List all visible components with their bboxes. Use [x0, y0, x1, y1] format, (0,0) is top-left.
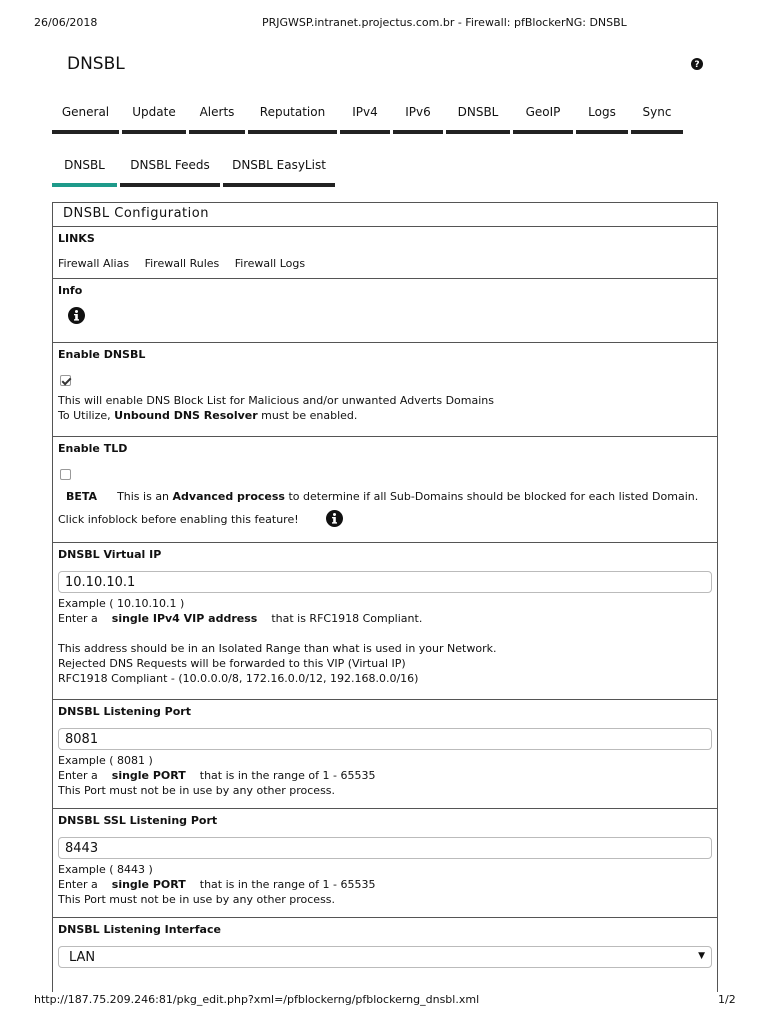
listening-interface-label: DNSBL Listening Interface — [58, 923, 221, 936]
link-firewall-alias[interactable]: Firewall Alias — [58, 257, 130, 270]
print-title: PRJGWSP.intranet.projectus.com.br - Firewall: pfBlockerNG: DNSBL — [262, 16, 627, 29]
link-firewall-logs[interactable]: Firewall Logs — [234, 257, 306, 270]
tab-ipv4[interactable]: IPv4 — [340, 97, 390, 134]
chevron-down-icon: ▼ — [698, 951, 705, 961]
listening-interface-value: LAN — [69, 950, 96, 965]
print-page-number: 1/2 — [718, 993, 736, 1006]
beta-badge: BETA — [66, 490, 98, 503]
ssl-port-note: This Port must not be in use by any other process. — [58, 893, 336, 906]
listening-port-label: DNSBL Listening Port — [58, 705, 191, 718]
tab-reputation[interactable]: Reputation — [248, 97, 337, 134]
print-url: http://187.75.209.246:81/pkg_edit.php?xml=/pfblockerng/pfblockerng_dnsbl.xml — [34, 993, 480, 1006]
listening-port-enter: Enter a single PORT that is in the range of 1 - 65535 — [58, 769, 376, 782]
ssl-port-enter: Enter a single PORT that is in the range of 1 - 65535 — [58, 878, 376, 891]
tab-sync[interactable]: Sync — [631, 97, 683, 134]
listening-port-input[interactable] — [58, 728, 712, 750]
page-title: DNSBL — [67, 54, 125, 74]
enable-tld-checkbox[interactable] — [60, 469, 71, 480]
enable-dnsbl-desc1: This will enable DNS Block List for Malicious and/or unwanted Adverts Domains — [58, 394, 494, 407]
info-label: Info — [58, 284, 83, 297]
subtab-dnsbl-easylist[interactable]: DNSBL EasyList — [223, 150, 335, 187]
enable-dnsbl-desc2: To Utilize, Unbound DNS Resolver must be enabled. — [58, 409, 358, 422]
ssl-port-label: DNSBL SSL Listening Port — [58, 814, 218, 827]
listening-interface-select[interactable] — [58, 946, 712, 968]
virtual-ip-note1: This address should be in an Isolated Range than what is used in your Network. — [58, 642, 497, 655]
dnsbl-configuration-panel — [52, 202, 718, 992]
link-firewall-rules[interactable]: Firewall Rules — [144, 257, 220, 270]
virtual-ip-example: Example ( 10.10.10.1 ) — [58, 597, 185, 610]
subtab-dnsbl[interactable]: DNSBL — [52, 150, 117, 187]
tab-general[interactable]: General — [52, 97, 119, 134]
main-tabs — [52, 97, 686, 134]
enable-tld-row — [53, 437, 717, 543]
tab-dnsbl[interactable]: DNSBL — [446, 97, 510, 134]
listening-interface-row — [53, 918, 717, 992]
ssl-port-input[interactable] — [58, 837, 712, 859]
ssl-port-row — [53, 809, 717, 918]
enable-tld-label: Enable TLD — [58, 442, 128, 455]
question-circle-icon[interactable] — [691, 58, 703, 70]
enable-tld-desc2: Click infoblock before enabling this feature! — [58, 510, 712, 527]
print-date: 26/06/2018 — [34, 16, 98, 29]
tab-update[interactable]: Update — [122, 97, 186, 134]
tab-alerts[interactable]: Alerts — [189, 97, 245, 134]
tab-ipv6[interactable]: IPv6 — [393, 97, 443, 134]
enable-dnsbl-label: Enable DNSBL — [58, 348, 146, 361]
virtual-ip-label: DNSBL Virtual IP — [58, 548, 162, 561]
virtual-ip-enter: Enter a single IPv4 VIP address that is RFC1918 Compliant. — [58, 612, 423, 625]
info-circle-icon[interactable] — [326, 510, 343, 527]
links-label: LINKS — [58, 232, 95, 245]
svg-text:?: ? — [694, 60, 700, 70]
links-row — [53, 227, 717, 279]
virtual-ip-input[interactable] — [58, 571, 712, 593]
info-circle-icon[interactable] — [68, 307, 85, 324]
links-list — [58, 256, 712, 271]
info-row — [53, 279, 717, 343]
tab-logs[interactable]: Logs — [576, 97, 628, 134]
listening-port-example: Example ( 8081 ) — [58, 754, 153, 767]
virtual-ip-note2: Rejected DNS Requests will be forwarded to this VIP (Virtual IP) — [58, 657, 406, 670]
sub-tabs — [52, 150, 338, 187]
subtab-dnsbl-feeds[interactable]: DNSBL Feeds — [120, 150, 220, 187]
virtual-ip-note3: RFC1918 Compliant - (10.0.0.0/8, 172.16.0.0/12, 192.168.0.0/16) — [58, 672, 419, 685]
virtual-ip-row — [53, 543, 717, 700]
tab-geoip[interactable]: GeoIP — [513, 97, 573, 134]
enable-dnsbl-checkbox[interactable] — [60, 375, 71, 386]
enable-dnsbl-row — [53, 343, 717, 437]
listening-port-row — [53, 700, 717, 809]
ssl-port-example: Example ( 8443 ) — [58, 863, 153, 876]
listening-port-note: This Port must not be in use by any other process. — [58, 784, 336, 797]
enable-tld-desc: BETA This is an Advanced process to determine if all Sub-Domains should be blocked for each listed Domain. — [66, 490, 699, 503]
panel-heading: DNSBL Configuration — [53, 203, 717, 227]
